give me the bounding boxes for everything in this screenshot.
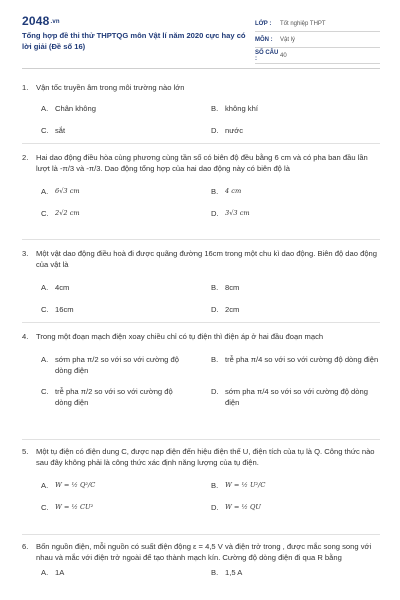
- option-label: C.: [41, 126, 49, 135]
- option-text: sớm pha π/2 so với so với cường độ dòng điện: [55, 355, 179, 375]
- option-label: D.: [211, 209, 219, 218]
- option-c[interactable]: [41, 208, 80, 219]
- option-label: C.: [41, 387, 49, 396]
- site-logo[interactable]: [22, 14, 60, 28]
- question-divider: [22, 534, 380, 535]
- option-d[interactable]: [211, 502, 261, 513]
- document-title: Tổng hợp đề thi thử THPTQG môn Vật lí năm 2020 cực hay có lời giải (Đề số 16): [22, 31, 246, 51]
- question-divider: [22, 439, 380, 440]
- option-label: A.: [41, 283, 49, 292]
- option-b[interactable]: [211, 567, 242, 578]
- option-d[interactable]: [211, 304, 239, 315]
- option-label: B.: [211, 481, 219, 490]
- option-text: nước: [225, 126, 244, 135]
- logo-text: 2048: [22, 14, 50, 28]
- meta-row-subject: [255, 32, 380, 48]
- option-d[interactable]: [211, 208, 250, 219]
- meta-row-count: [255, 48, 380, 64]
- option-text: W = ½ CU²: [55, 503, 94, 511]
- option-label: B.: [211, 187, 219, 196]
- option-label: A.: [41, 104, 49, 113]
- question-divider: [22, 322, 380, 323]
- question-6: [22, 541, 382, 581]
- option-c[interactable]: [41, 386, 191, 408]
- option-text: W = ½ U²/C: [225, 481, 266, 489]
- question-2: [22, 152, 382, 222]
- option-label: D.: [211, 126, 219, 135]
- question-number: 4.: [22, 332, 29, 341]
- option-text: trễ pha π/2 so với so với cường độ dòng điện: [55, 387, 173, 407]
- meta-row-class: [255, 16, 380, 32]
- question-number: 2.: [22, 153, 29, 162]
- question-divider: [22, 143, 380, 144]
- option-a[interactable]: [41, 480, 95, 491]
- option-a[interactable]: [41, 282, 69, 293]
- option-text: sớm pha π/4 so với so với cường độ dòng điện: [225, 387, 368, 407]
- option-label: A.: [41, 187, 49, 196]
- option-a[interactable]: [41, 567, 64, 578]
- option-text: 2√2 cm: [55, 209, 80, 217]
- option-label: B.: [211, 355, 219, 364]
- option-c[interactable]: [41, 125, 65, 136]
- option-label: A.: [41, 481, 49, 490]
- option-label: D.: [211, 503, 219, 512]
- meta-class-value: Tốt nghiệp THPT: [280, 20, 326, 27]
- option-label: A.: [41, 355, 49, 364]
- option-text: 1A: [55, 568, 65, 577]
- option-text: không khí: [225, 104, 258, 113]
- question-number: 5.: [22, 447, 29, 456]
- question-text: Bốn nguồn điện, mỗi nguồn có suất điện động ε = 4,5 V và điện trở trong , được mắc song song với nhau và mắc với điện trở ngoài để tạo thành mạch kín. Cường độ dòng điện đi qua R bằng: [36, 542, 372, 562]
- option-text: Chân không: [55, 104, 96, 113]
- option-label: B.: [211, 568, 219, 577]
- option-text: 8cm: [225, 283, 240, 292]
- option-d[interactable]: [211, 125, 243, 136]
- option-text: sắt: [55, 126, 66, 135]
- question-text: Trong một đoạn mạch điện xoay chiều chỉ có tụ điện thì điện áp ở hai đầu đoạn mạch: [36, 332, 324, 341]
- option-b[interactable]: [211, 354, 381, 365]
- option-text: 16cm: [55, 305, 74, 314]
- option-text: 6√3 cm: [55, 187, 80, 195]
- question-5: [22, 446, 382, 516]
- option-label: A.: [41, 568, 49, 577]
- logo-suffix: .vn: [50, 19, 60, 25]
- meta-count-key: SỐ CÂU :: [255, 49, 279, 62]
- option-text: 4cm: [55, 283, 70, 292]
- option-c[interactable]: [41, 304, 74, 315]
- meta-subject-value: Vật lý: [280, 36, 296, 43]
- meta-subject-key: MÔN :: [255, 36, 273, 43]
- question-3: [22, 248, 382, 318]
- meta-count-value: 40: [280, 52, 287, 59]
- option-b[interactable]: [211, 480, 265, 491]
- option-label: B.: [211, 104, 219, 113]
- option-a[interactable]: [41, 186, 80, 197]
- option-text: 3√3 cm: [225, 209, 250, 217]
- question-divider: [22, 239, 380, 240]
- question-number: 6.: [22, 542, 29, 551]
- option-label: D.: [211, 305, 219, 314]
- question-text: Hai dao động điều hòa cùng phương cùng tần số có biên độ đều bằng 6 cm và có pha ban đầu lần lượt là -π/3 và -π/3. Dao động tổng hợp của hai dao động này có biên độ là: [36, 153, 368, 173]
- option-b[interactable]: [211, 282, 239, 293]
- question-text: Một vật dao động điều hoà đi được quãng đường 16cm trong một chu kì dao động. Biên độ dao động của vật là: [36, 249, 377, 269]
- question-1: [22, 82, 382, 139]
- option-label: C.: [41, 209, 49, 218]
- header-divider: [22, 68, 380, 69]
- option-b[interactable]: [211, 186, 241, 197]
- option-b[interactable]: [211, 103, 258, 114]
- question-number: 3.: [22, 249, 29, 258]
- option-label: B.: [211, 283, 219, 292]
- option-a[interactable]: [41, 103, 96, 114]
- option-c[interactable]: [41, 502, 93, 513]
- option-text: W = ½ QU: [225, 503, 261, 511]
- question-number: 1.: [22, 83, 29, 92]
- option-label: D.: [211, 387, 219, 396]
- option-text: trễ pha π/4 so với so với cường độ dòng điện: [225, 355, 379, 364]
- option-label: C.: [41, 305, 49, 314]
- option-a[interactable]: [41, 354, 191, 376]
- exam-meta-panel: [255, 16, 380, 64]
- option-text: 2cm: [225, 305, 240, 314]
- question-text: Vận tốc truyền âm trong môi trường nào lớn: [36, 83, 185, 92]
- option-d[interactable]: [211, 386, 381, 408]
- question-4: [22, 331, 382, 422]
- question-text: Một tụ điện có điện dung C, được nạp điện đến hiệu điện thế U, điện tích của tụ là Q. Công thức nào sau đây không phải là công thức xác định năng lượng của tụ điện.: [36, 447, 375, 467]
- option-text: 1,5 A: [225, 568, 243, 577]
- meta-class-key: LỚP :: [255, 20, 272, 27]
- option-text: 4 cm: [225, 187, 242, 195]
- option-label: C.: [41, 503, 49, 512]
- option-text: W = ½ Q²/C: [55, 481, 96, 489]
